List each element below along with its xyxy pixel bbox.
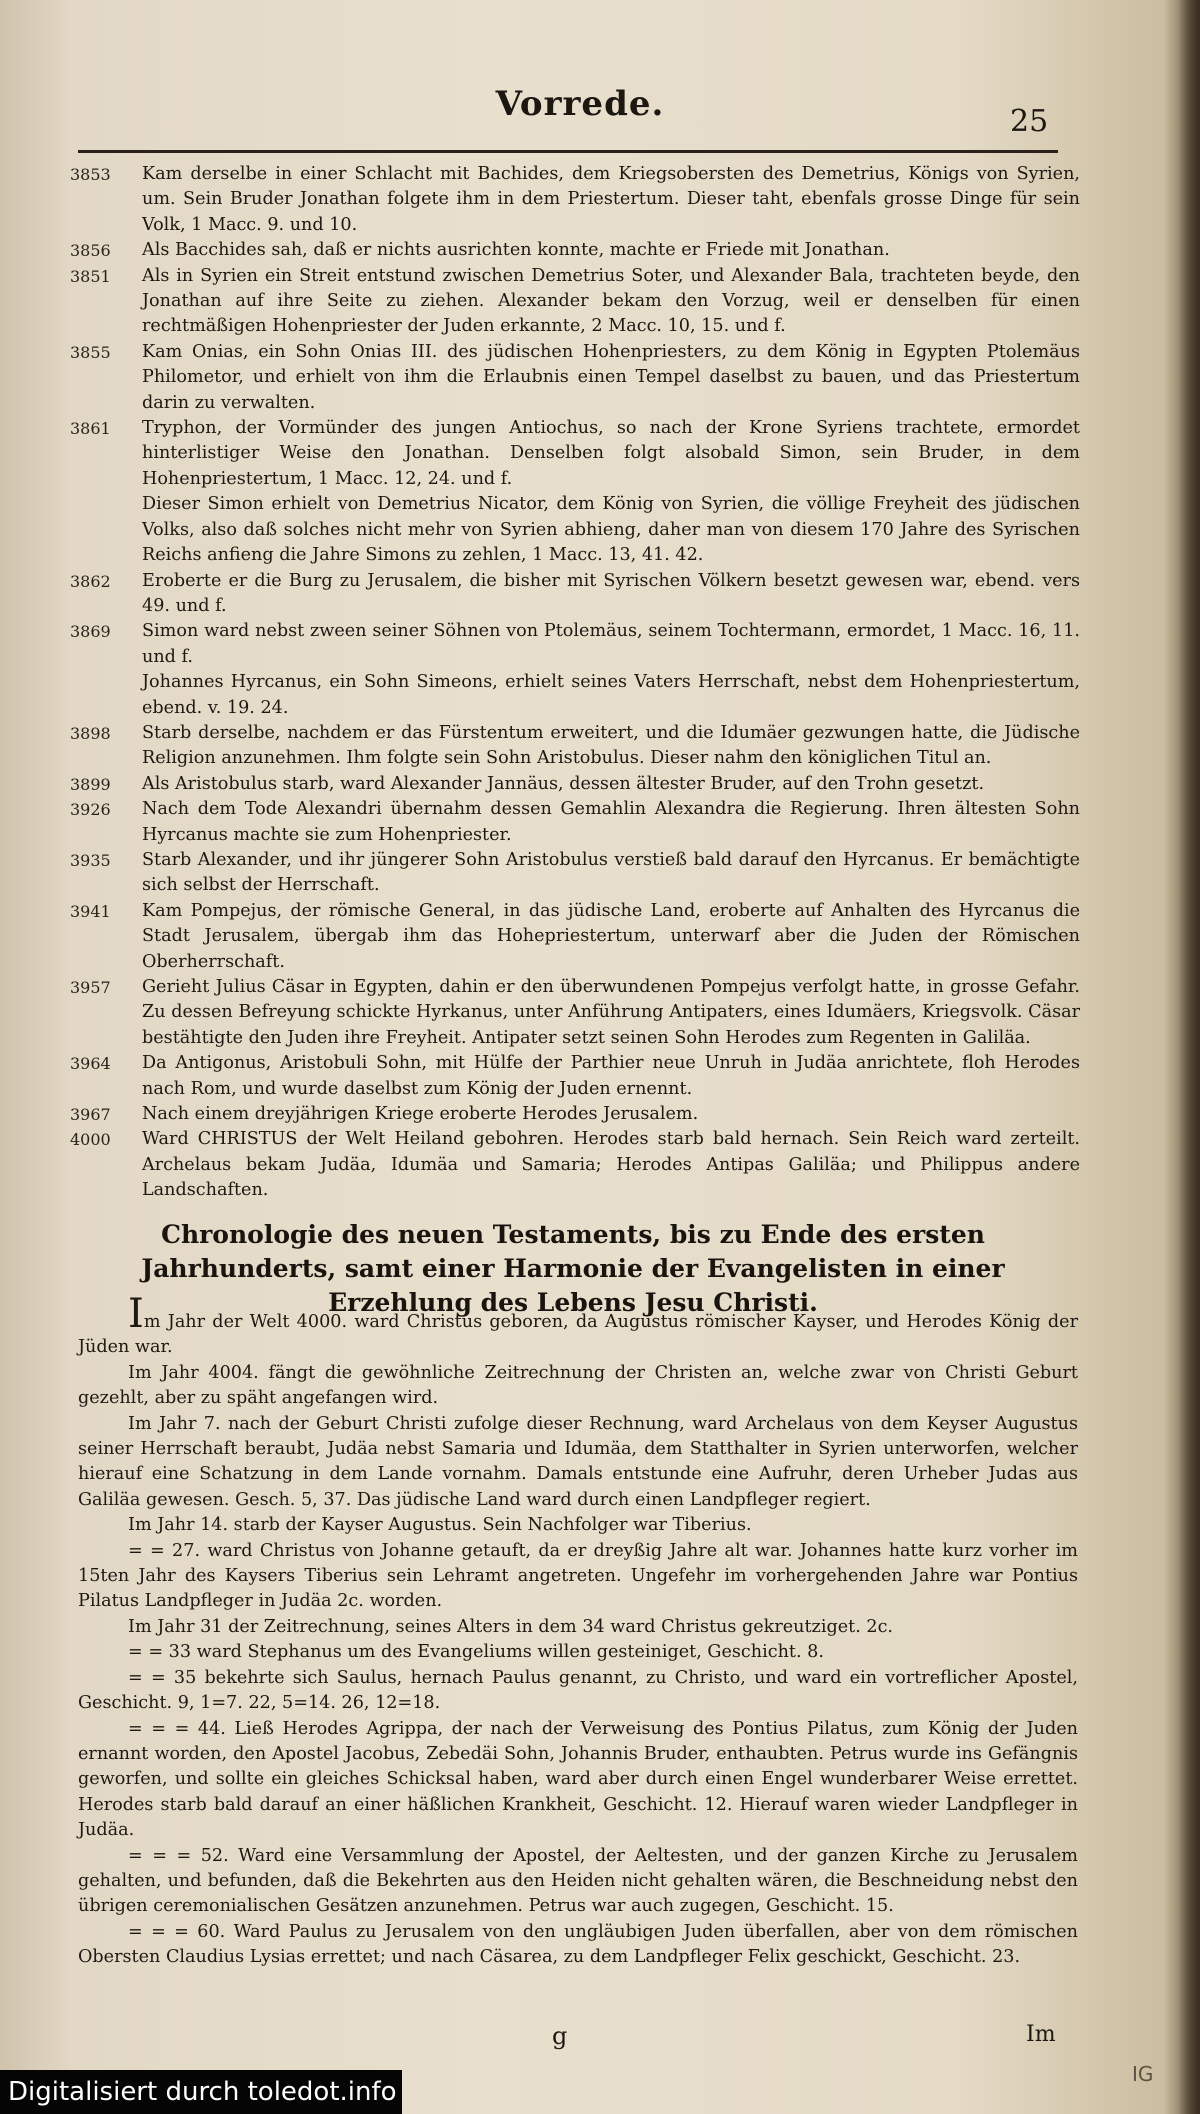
paragraph: Im Jahr der Welt 4000. ward Christus geboren, da Augustus römischer Kayser, und Herodes König der Jüden war. [78,1291,1078,1358]
chronology-entry [70,416,1080,492]
entry-year: 3851 [70,266,111,286]
entry-year: 3926 [70,800,111,820]
entry-text: Simon ward nebst zween seiner Söhnen von Ptolemäus, seinem Tochtermann, ermordet, 1 Macc. 16, 11. und f. [142,621,1080,667]
chronology-entry [70,848,1080,899]
chronology-entry [70,899,1080,975]
digitization-watermark: Digitalisiert durch toledot.info [0,2070,402,2114]
paragraph: Im Jahr 31 der Zeitrechnung, seines Alters in dem 34 ward Christus gekreutziget. 2c. [128,1616,894,1637]
paragraph: = = = 44. Ließ Herodes Agrippa, der nach der Verweisung des Pontius Pilatus, zum König der Juden ernannt worden, den Apostel Jacobus, Zebedäi Sohn, Johannis Bruder, enthaubten. Petrus wurde ins Gefängnis geworfen, und sollte ein gleiches Schicksal haben, ward aber durch einen Engel wunderbarer Weise errettet. Herodes starb bald darauf an einer häßlichen Krankheit, Geschicht. 12. Hierauf waren wieder Landpfleger in Judäa. [78,1718,1078,1841]
entry-text: Tryphon, der Vormünder des jungen Antiochus, so nach der Krone Syriens trachtete, ermordet hinterlistiger Weise den Jonathan. Denselben folgt alsobald Simon, sein Bruder, in dem Hohenpriestertum, 1 Macc. 12, 24. und f. [142,418,1080,489]
entry-text: Ward CHRISTUS der Welt Heiland gebohren. Herodes starb bald hernach. Sein Reich ward zerteilt. Archelaus bekam Judäa, Idumäa und Samaria; Herodes Antipas Galiläa; und Philippus andere Landschaften. [142,1129,1080,1201]
paragraph: Im Jahr 14. starb der Kayser Augustus. Sein Nachfolger war Tiberius. [128,1515,752,1536]
chronology-entry [70,975,1080,1051]
chronology-entry [70,162,1080,238]
entry-text: Kam Pompejus, der römische General, in das jüdische Land, eroberte auf Anhalten des Hyrcanus die Stadt Jerusalem, übergab ihm das Hohepriestertum, unterwarf aber die Juden der Römischen Oberherrschaft. [142,900,1080,972]
chronology-entry [70,264,1080,340]
chronology-entry [70,1051,1080,1102]
header-rule [78,150,1058,153]
entry-text: Gerieht Julius Cäsar in Egypten, dahin er den überwundenen Pompejus verfolgt hatte, in grosse Gefahr. Zu dessen Befreyung schickte Hyrkanus, unter Anführung Antipaters, eines Idumäers, Kriegsvolk. Cäsar bestähtigte den Juden ihre Freyheit. Antipater setzt seinen Sohn Herodes zum Regenten in Galiläa. [142,977,1080,1048]
paragraph: Im Jahr 7. nach der Geburt Christi zufolge dieser Rechnung, ward Archelaus von dem Keyser Augustus seiner Herrschaft beraubt, Judäa nebst Samaria und Idumäa, dem Statthalter in Syrien unterworfen, welcher hierauf eine Schatzung in dem Lande vornahm. Damals entstunde eine Aufruhr, deren Urheber Judas aus Galiläa gewesen. Gesch. 5, 37. Das jüdische Land ward durch einen Landpfleger regiert. [78,1413,1078,1510]
chronology-entry [70,721,1080,772]
chronology-list [70,162,1080,1204]
chronology-entry [70,797,1080,848]
entry-text: Da Antigonus, Aristobuli Sohn, mit Hülfe der Parthier neue Unruh in Judäa anrichtete, floh Herodes nach Rom, und wurde daselbst zum König der Juden ernennt. [142,1053,1080,1099]
section-heading: Chronologie des neuen Testaments, bis zu Ende des ersten Jahrhunderts, samt einer Harmonie der Evangelisten in einer Erzehlung des Lebens Jesu Christi. [141,1220,1005,1317]
chronology-entry [70,492,1080,568]
chronology-entry [70,772,1080,797]
page-number: 25 [1010,104,1049,139]
entry-year: 3964 [70,1054,111,1074]
signature-mark: g [552,2022,568,2050]
entry-year: 3957 [70,978,111,997]
paragraph: = = 35 bekehrte sich Saulus, hernach Paulus genannt, zu Christo, und ward ein vortreflicher Apostel, Geschicht. 9, 1=7. 22, 5=14. 26, 12=18. [78,1667,1078,1714]
paragraph: = = = 52. Ward eine Versammlung der Apostel, der Aeltesten, und der ganzen Kirche zu Jerusalem gehalten, und befunden, daß die Bekehrten aus den Heiden nicht gehalten wären, die Beschneidung nebst den übrigen ceremonialischen Gesätzen anzunehmen. Petrus war auch zugegen, Geschicht. 15. [78,1845,1078,1917]
new-testament-chronology [78,1291,1078,1971]
entry-year: 3869 [70,622,111,642]
paragraph: = = = 60. Ward Paulus zu Jerusalem von den ungläubigen Juden überfallen, aber von dem römischen Obersten Claudius Lysias errettet; und nach Cäsarea, zu dem Landpfleger Felix geschickt, Geschicht. 23. [78,1921,1078,1968]
chronology-entry [70,569,1080,620]
entry-text: Kam derselbe in einer Schlacht mit Bachides, dem Kriegsobersten des Demetrius, Königs von Syrien, um. Sein Bruder Jonathan folgete ihm in dem Priestertum. Dieser taht, ebenfals grosse Dinge für sein Volk, 1 Macc. 9. und 10. [142,164,1080,235]
spine-shadow [1178,0,1200,2114]
running-head: Vorrede. [495,84,665,124]
entry-text: Als in Syrien ein Streit entstund zwischen Demetrius Soter, und Alexander Bala, trachteten beyde, den Jonathan auf ihre Seite zu ziehen. Alexander bekam den Vorzug, weil er denselben für einen rechtmäßigen Hohenpriester der Juden erkannte, 2 Macc. 10, 15. und f. [142,265,1080,337]
entry-text: Johannes Hyrcanus, ein Sohn Simeons, erhielt seines Vaters Herrschaft, nebst dem Hohenpriestertum, ebend. v. 19. 24. [142,672,1080,718]
entry-text: Als Bacchides sah, daß er nichts ausrichten konnte, machte er Friede mit Jonathan. [142,240,890,261]
entry-text: Nach einem dreyjährigen Kriege eroberte Herodes Jerusalem. [142,1104,699,1125]
entry-text: Starb Alexander, und ihr jüngerer Sohn Aristobulus verstieß bald darauf den Hyrcanus. Er bemächtigte sich selbst der Herrschaft. [142,849,1080,896]
entry-text: Eroberte er die Burg zu Jerusalem, die bisher mit Syrischen Völkern besetzt gewesen war, ebend. vers 49. und f. [142,570,1080,616]
paragraph: = = 33 ward Stephanus um des Evangeliums willen gesteiniget, Geschicht. 8. [128,1642,824,1663]
chronology-entry [70,340,1080,416]
chronology-entry [70,670,1080,721]
entry-text: Starb derselbe, nachdem er das Fürstentum erweitert, und die Idumäer gezwungen hatte, die Jüdische Religion anzunehmen. Ihm folgte sein Sohn Aristobulus. Dieser nahm den königlichen Titul an. [142,722,1080,769]
entry-year: 3941 [70,901,111,921]
entry-year: 3855 [70,342,111,362]
chronology-entry [70,619,1080,670]
catchword: Im [1026,2022,1056,2047]
entry-year: 3856 [70,241,111,261]
entry-text: Dieser Simon erhielt von Demetrius Nicator, dem König von Syrien, die völlige Freyheit des jüdischen Volks, also daß solches nicht mehr von Syrien abhieng, daher man von diesem 170 Jahre des Syrischen Reichs anfieng die Jahre Simons zu zehlen, 1 Macc. 13, 41. 42. [142,494,1080,566]
paragraph: Im Jahr 4004. fängt die gewöhnliche Zeitrechnung der Christen an, welche zwar von Christi Geburt gezehlt, aber zu späht angefangen wird. [78,1362,1078,1409]
entry-year: 4000 [70,1130,111,1150]
entry-year: 3935 [70,850,111,870]
entry-year: 3967 [70,1105,111,1125]
chronology-entry [70,1102,1080,1127]
entry-year: 3899 [70,774,111,794]
chronology-entry [70,1127,1080,1203]
paragraph: = = 27. ward Christus von Johanne getauft, da er dreyßig Jahre alt war. Johannes hatte kurz vorher im 15ten Jahr des Kaysers Tiberius sein Lehramt angetreten. Ungefehr im vorhergehenden Jahre war Pontius Pilatus Landpfleger in Judäa 2c. worden. [78,1540,1078,1612]
entry-text: Nach dem Tode Alexandri übernahm dessen Gemahlin Alexandra die Regierung. Ihren ältesten Sohn Hyrcanus machte sie zum Hohenpriester. [142,799,1080,845]
entry-text: Kam Onias, ein Sohn Onias III. des jüdischen Hohenpriesters, zu dem König in Egypten Ptolemäus Philometor, und erhielt von ihm die Erlaubnis einen Tempel daselbst zu bauen, und das Priestertum darin zu verwalten. [142,341,1080,413]
corner-mark: IG [1132,2062,1154,2086]
entry-year: 3853 [70,165,111,184]
entry-year: 3862 [70,571,111,591]
entry-text: Als Aristobulus starb, ward Alexander Jannäus, dessen ältester Bruder, auf den Trohn gesetzt. [142,773,985,794]
entry-year: 3898 [70,723,111,743]
chronology-entry [70,238,1080,263]
entry-year: 3861 [70,419,111,439]
